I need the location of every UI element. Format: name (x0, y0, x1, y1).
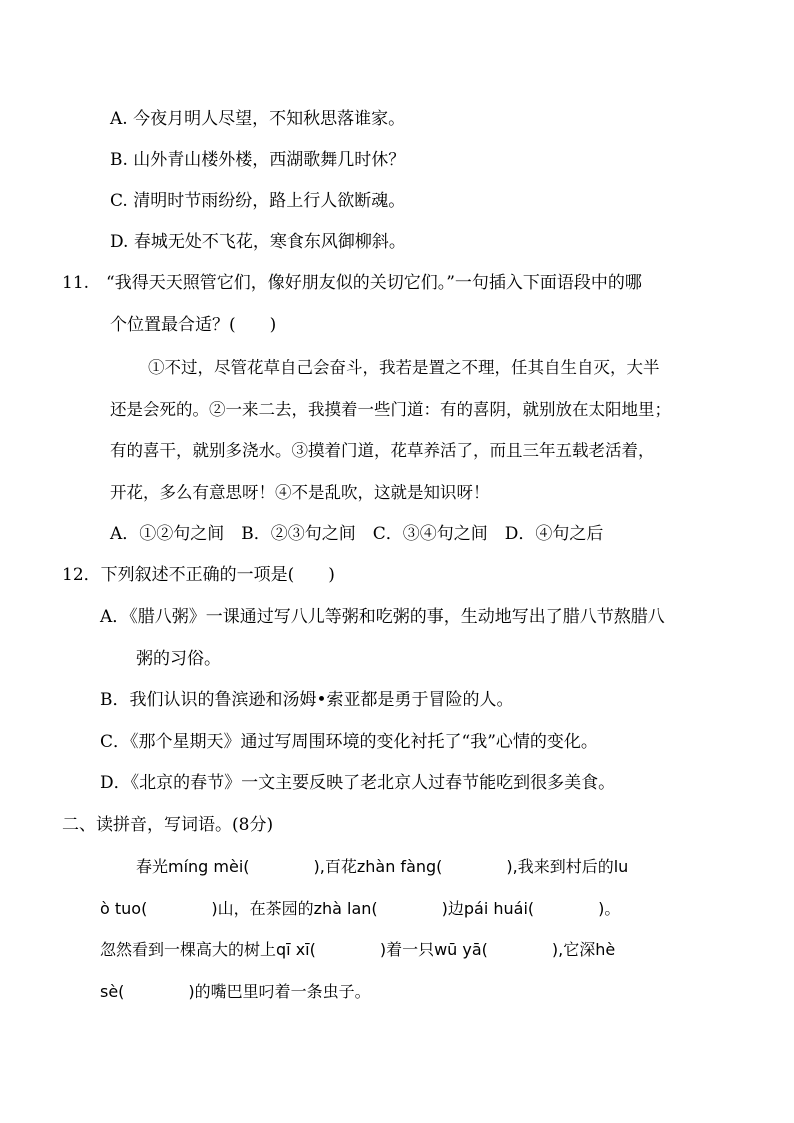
q10-option-a: A. 今夜月明人尽望，不知秋思落谁家。 (110, 109, 406, 129)
section-2-line3: 忽然看到一棵高大的树上qī xī( )着一只wū yā( ),它深hè (100, 940, 616, 959)
section-2-line2: ò tuo( )山，在茶园的zhà lan( )边pái huái( )。 (100, 899, 621, 918)
q12-stem: 12．下列叙述不正确的一项是( ) (62, 565, 335, 585)
q11-options: A．①②句之间 B．②③句之间 C．③④句之间 D．④句之后 (110, 524, 604, 544)
q12-option-b: B．我们认识的鲁滨逊和汤姆•索亚都是勇于冒险的人。 (100, 690, 514, 710)
section-2-title: 二、读拼音，写词语。(8分) (62, 815, 274, 835)
q12-option-a-line2: 粥的习俗。 (136, 649, 221, 669)
section-2-line1: 春光míng mèi( ),百花zhàn fàng( ),我来到村后的lu (136, 857, 629, 876)
q11-passage-line2: 还是会死的。②一来二去，我摸着一些门道：有的喜阴，就别放在太阳地里； (110, 400, 671, 419)
q10-option-c: C. 清明时节雨纷纷，路上行人欲断魂。 (110, 191, 406, 211)
q11-passage-line4: 开花，多么有意思呀！④不是乱吹，这就是知识呀！ (110, 483, 490, 502)
q12-option-c: C．《那个星期天》通过写周围环境的变化衬托了“我”心情的变化。 (100, 732, 598, 752)
q11-passage-line1: ①不过，尽管花草自己会奋斗，我若是置之不理，任其自生自灭，大半 (148, 358, 660, 377)
q12-option-d: D．《北京的春节》一文主要反映了老北京人过春节能吃到很多美食。 (100, 773, 616, 793)
q10-option-b: B. 山外青山楼外楼，西湖歌舞几时休？ (110, 150, 406, 170)
q11-passage-line3: 有的喜干，就别多浇水。③摸着门道，花草养活了，而且三年五载老活着， (110, 441, 655, 460)
section-2-line4: sè( )的嘴巴里叼着一条虫子。 (100, 982, 371, 1001)
q10-option-d: D. 春城无处不飞花，寒食东风御柳斜。 (110, 232, 406, 252)
q11-stem-line1: 11. “我得天天照管它们，像好朋友似的关切它们。”一句插入下面语段中的哪 (62, 273, 642, 293)
q11-stem-line2: 个位置最合适？( ) (110, 315, 277, 335)
q12-option-a-line1: A．《腊八粥》一课通过写八儿等粥和吃粥的事，生动地写出了腊八节熬腊八 (100, 607, 665, 627)
